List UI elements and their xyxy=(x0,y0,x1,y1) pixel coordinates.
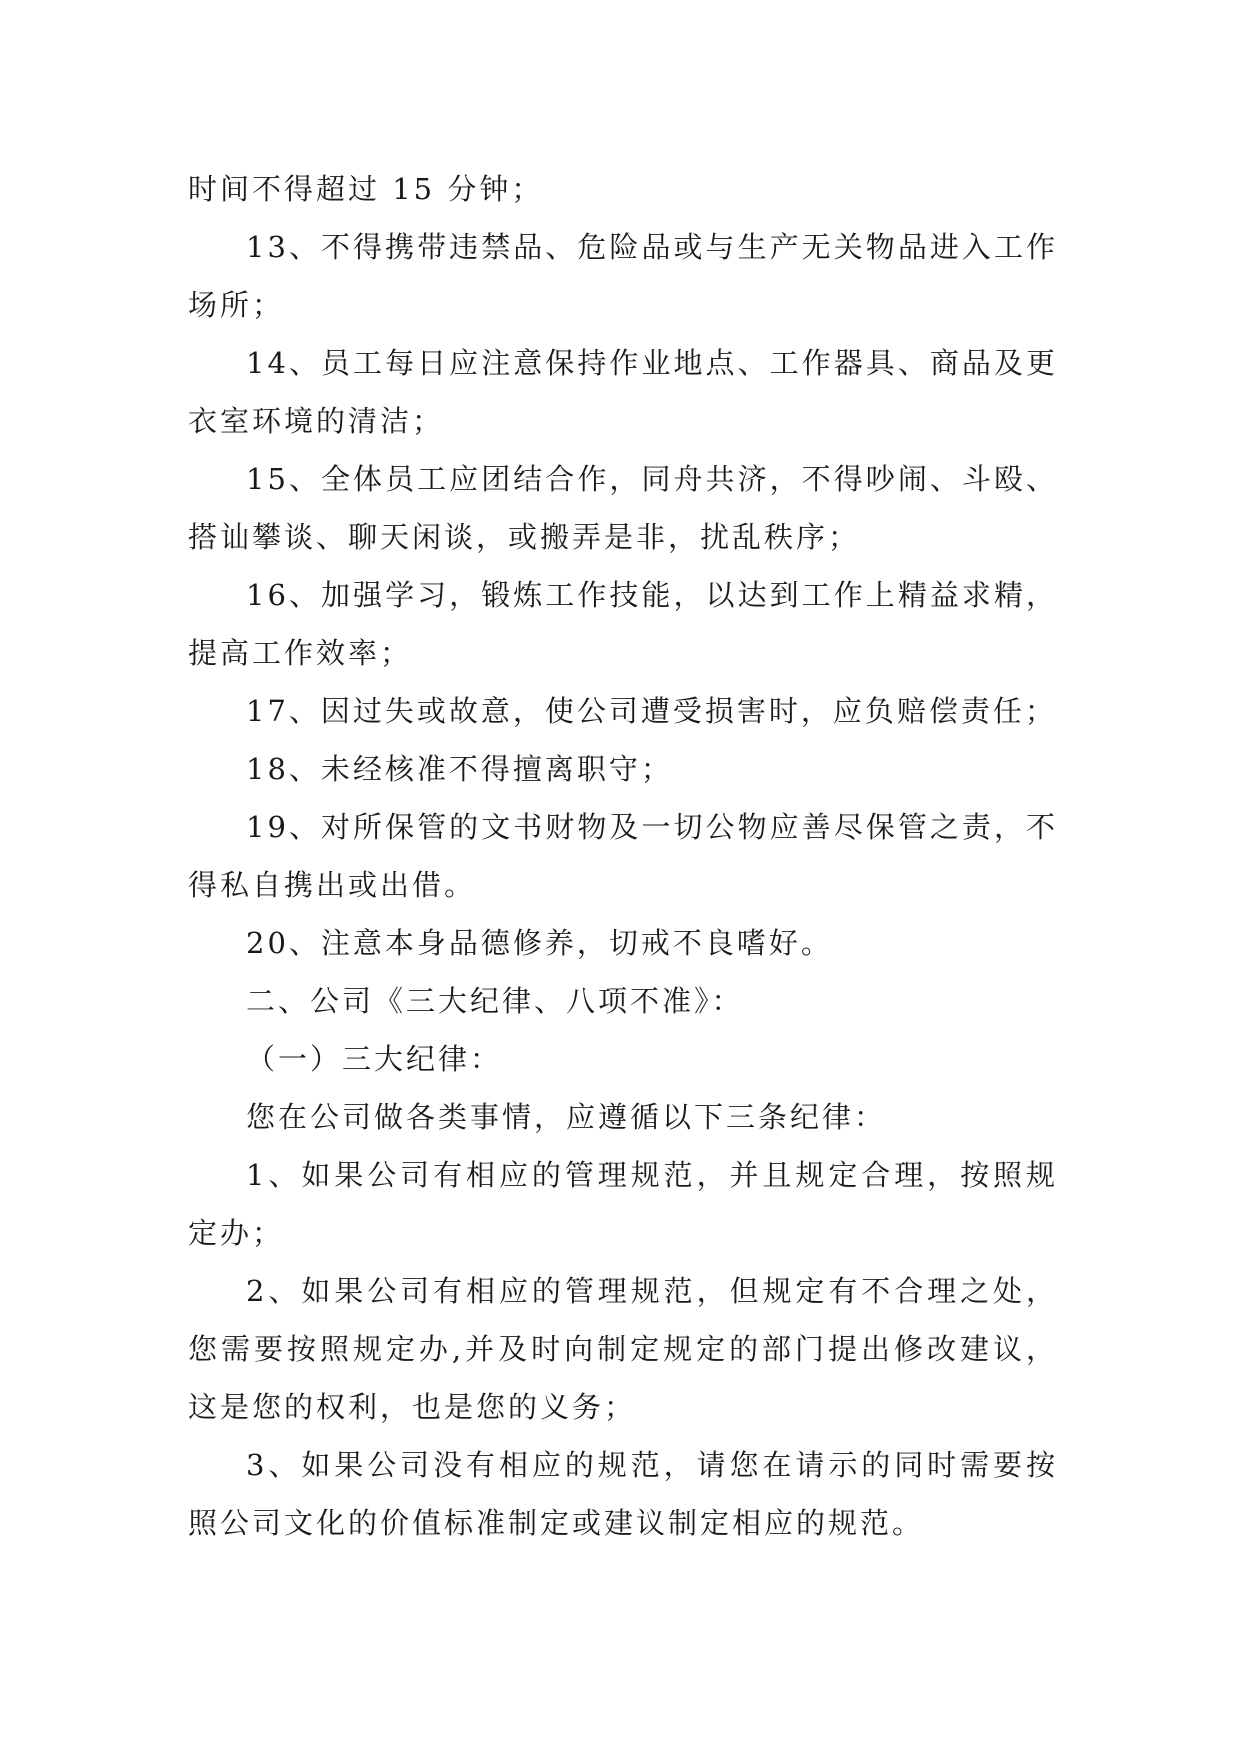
document-body xyxy=(188,160,1058,1552)
paragraph-continuation: 时间不得超过 15 分钟； xyxy=(188,172,544,206)
paragraph-item-15: 15、全体员工应团结合作，同舟共济，不得吵闹、斗殴、搭讪攀谈、聊天闲谈，或搬弄是非，扰乱秩序； xyxy=(188,462,1058,554)
paragraph-item-14: 14、员工每日应注意保持作业地点、工作器具、商品及更衣室环境的清洁； xyxy=(188,346,1058,438)
section-heading-2: 二、公司《三大纪律、八项不准》： xyxy=(246,984,744,1018)
subsection-heading-1: （一）三大纪律： xyxy=(246,1042,503,1076)
paragraph-item-20: 20、注意本身品德修养，切戒不良嗜好。 xyxy=(246,926,833,960)
paragraph-intro: 您在公司做各类事情，应遵循以下三条纪律： xyxy=(246,1100,887,1134)
paragraph-item-19: 19、对所保管的文书财物及一切公物应善尽保管之责，不得私自携出或出借。 xyxy=(188,810,1058,902)
paragraph-rule-2: 2、如果公司有相应的管理规范，但规定有不合理之处，您需要按照规定办,并及时向制定规定的部门提出修改建议，这是您的权利，也是您的义务； xyxy=(188,1274,1058,1424)
paragraph-item-18: 18、未经核准不得擅离职守； xyxy=(246,752,673,786)
paragraph-rule-1: 1、如果公司有相应的管理规范，并且规定合理，按照规定办； xyxy=(188,1158,1058,1250)
paragraph-item-17: 17、因过失或故意，使公司遭受损害时，应负赔偿责任； xyxy=(246,694,1057,728)
paragraph-item-16: 16、加强学习，锻炼工作技能，以达到工作上精益求精，提高工作效率； xyxy=(188,578,1058,670)
paragraph-item-13: 13、不得携带违禁品、危险品或与生产无关物品进入工作场所； xyxy=(188,230,1058,322)
paragraph-rule-3: 3、如果公司没有相应的规范，请您在请示的同时需要按照公司文化的价值标准制定或建议制定相应的规范。 xyxy=(188,1448,1058,1540)
